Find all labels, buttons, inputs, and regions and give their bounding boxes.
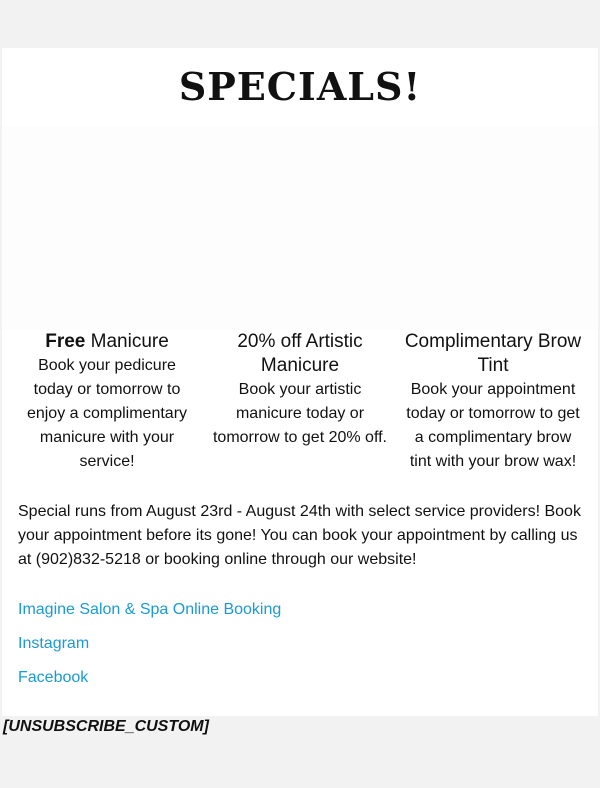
special-description: Book your artistic manicure today or tomorrow to get 20% off.: [212, 381, 387, 446]
special-description: Book your pedicure today or tomorrow to enjoy a complimentary manicure with your service!: [26, 357, 188, 470]
facebook-link[interactable]: Facebook: [18, 669, 89, 686]
special-free-manicure: [17, 330, 197, 474]
online-booking-link[interactable]: Imagine Salon & Spa Online Booking: [18, 601, 282, 618]
special-title: 20% off Artistic Manicure: [237, 331, 363, 376]
hero-image-area: [2, 126, 598, 330]
unsubscribe-placeholder[interactable]: [UNSUBSCRIBE_CUSTOM]: [3, 718, 209, 735]
instagram-link[interactable]: Instagram: [18, 635, 90, 652]
special-title-rest: Manicure: [85, 331, 169, 352]
special-title: Complimentary Brow Tint: [404, 331, 582, 376]
special-description: Book your appointment today or tomorrow to get a complimentary brow tint with your brow wax!: [406, 381, 580, 470]
special-title-bold: Free: [45, 331, 86, 352]
special-artistic-manicure: [210, 330, 390, 450]
special-title: [17, 330, 197, 354]
page-title: SPECIALS!: [178, 64, 422, 109]
special-details-text: Special runs from August 23rd - August 24th with select service providers! Book your appointment before its gone! You can book your appointment by calling us at (902)832-5218 or booking online through our website!: [18, 503, 581, 568]
special-brow-tint: [403, 330, 583, 474]
